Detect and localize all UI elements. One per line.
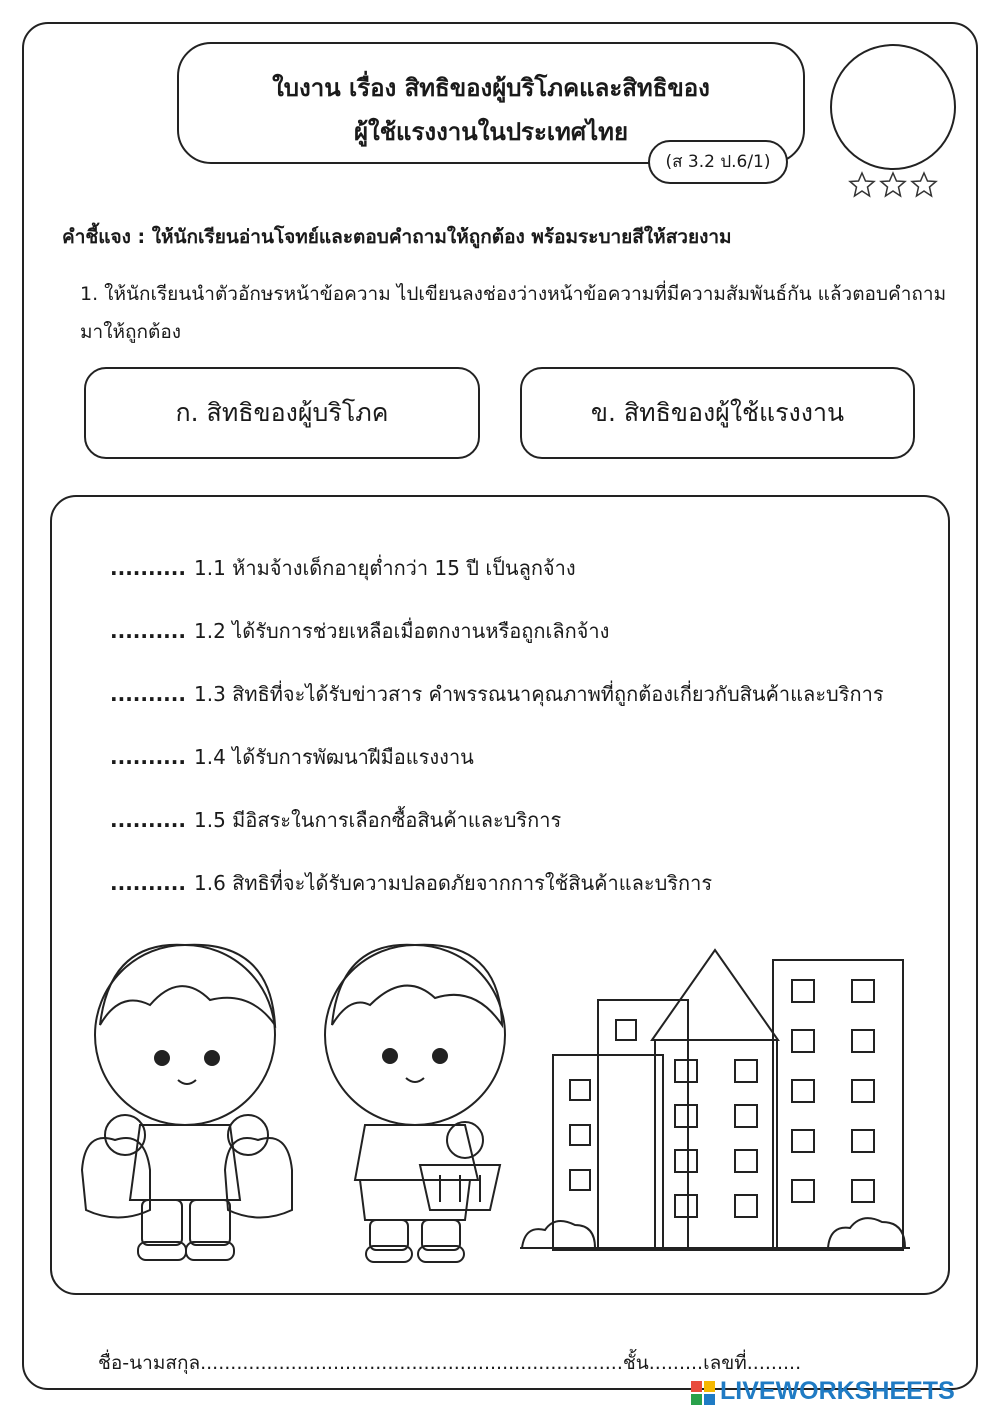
- list-item: [110, 552, 576, 584]
- item-text: 1.3 สิทธิที่จะได้รับข่าวสาร คำพรรณนาคุณภาพที่ถูกต้องเกี่ยวกับสินค้าและบริการ: [193, 682, 884, 706]
- item-text: 1.6 สิทธิที่จะได้รับความปลอดภัยจากการใช้สินค้าและบริการ: [193, 871, 713, 895]
- star-icon: [850, 173, 874, 196]
- answer-blank[interactable]: ..........: [110, 808, 186, 832]
- student-info-line: ชื่อ-นามสกุล......................................................................ชั้น.........เลขที่.........: [98, 1352, 802, 1374]
- rating-stars: [846, 170, 942, 200]
- answer-blank[interactable]: ..........: [110, 619, 186, 643]
- instruction-text: คำชี้แจง : ให้นักเรียนอ่านโจทย์และตอบคำถามให้ถูกต้อง พร้อมระบายสีให้สวยงาม: [62, 226, 732, 248]
- star-icon: [912, 173, 936, 196]
- brand-wordmark: LIVEWORKSHEETS: [720, 1377, 955, 1405]
- list-item: [110, 741, 474, 773]
- curriculum-code: (ส 3.2 ป.6/1): [648, 140, 788, 184]
- worksheet-title-line2: ผู้ใช้แรงงานในประเทศไทย: [353, 118, 629, 146]
- worksheet-title-line1: ใบงาน เรื่อง สิทธิของผู้บริโภคและสิทธิของ: [272, 74, 710, 102]
- liveworksheets-logo-icon: [690, 1380, 716, 1406]
- child-with-bags-figure: [82, 945, 292, 1260]
- answer-blank[interactable]: ..........: [110, 745, 186, 769]
- star-icon: [881, 173, 905, 196]
- answer-blank[interactable]: ..........: [110, 682, 186, 706]
- question-text: 1. ให้นักเรียนนำตัวอักษรหน้าข้อความ ไปเขียนลงช่องว่างหน้าข้อความที่มีความสัมพันธ์กัน แล้วตอบคำถามมาให้ถูกต้อง: [80, 283, 947, 343]
- coloring-illustration: [70, 930, 940, 1280]
- item-text: 1.5 มีอิสระในการเลือกซื้อสินค้าและบริการ: [193, 808, 562, 832]
- child-with-basket-figure: [325, 945, 505, 1262]
- choice-labor-rights: ข. สิทธิของผู้ใช้แรงงาน: [520, 367, 915, 459]
- list-item: [110, 678, 884, 710]
- city-buildings-drawing: [520, 950, 910, 1250]
- answer-blank[interactable]: ..........: [110, 556, 186, 580]
- list-item: [110, 615, 609, 647]
- list-item: [110, 867, 712, 899]
- score-circle[interactable]: [830, 44, 956, 170]
- list-item: [110, 804, 561, 836]
- answer-blank[interactable]: ..........: [110, 871, 186, 895]
- item-text: 1.4 ได้รับการพัฒนาฝีมือแรงงาน: [193, 745, 474, 769]
- choice-consumer-rights: ก. สิทธิของผู้บริโภค: [84, 367, 480, 459]
- item-text: 1.1 ห้ามจ้างเด็กอายุต่ำกว่า 15 ปี เป็นลูกจ้าง: [193, 556, 576, 580]
- item-text: 1.2 ได้รับการช่วยเหลือเมื่อตกงานหรือถูกเลิกจ้าง: [193, 619, 610, 643]
